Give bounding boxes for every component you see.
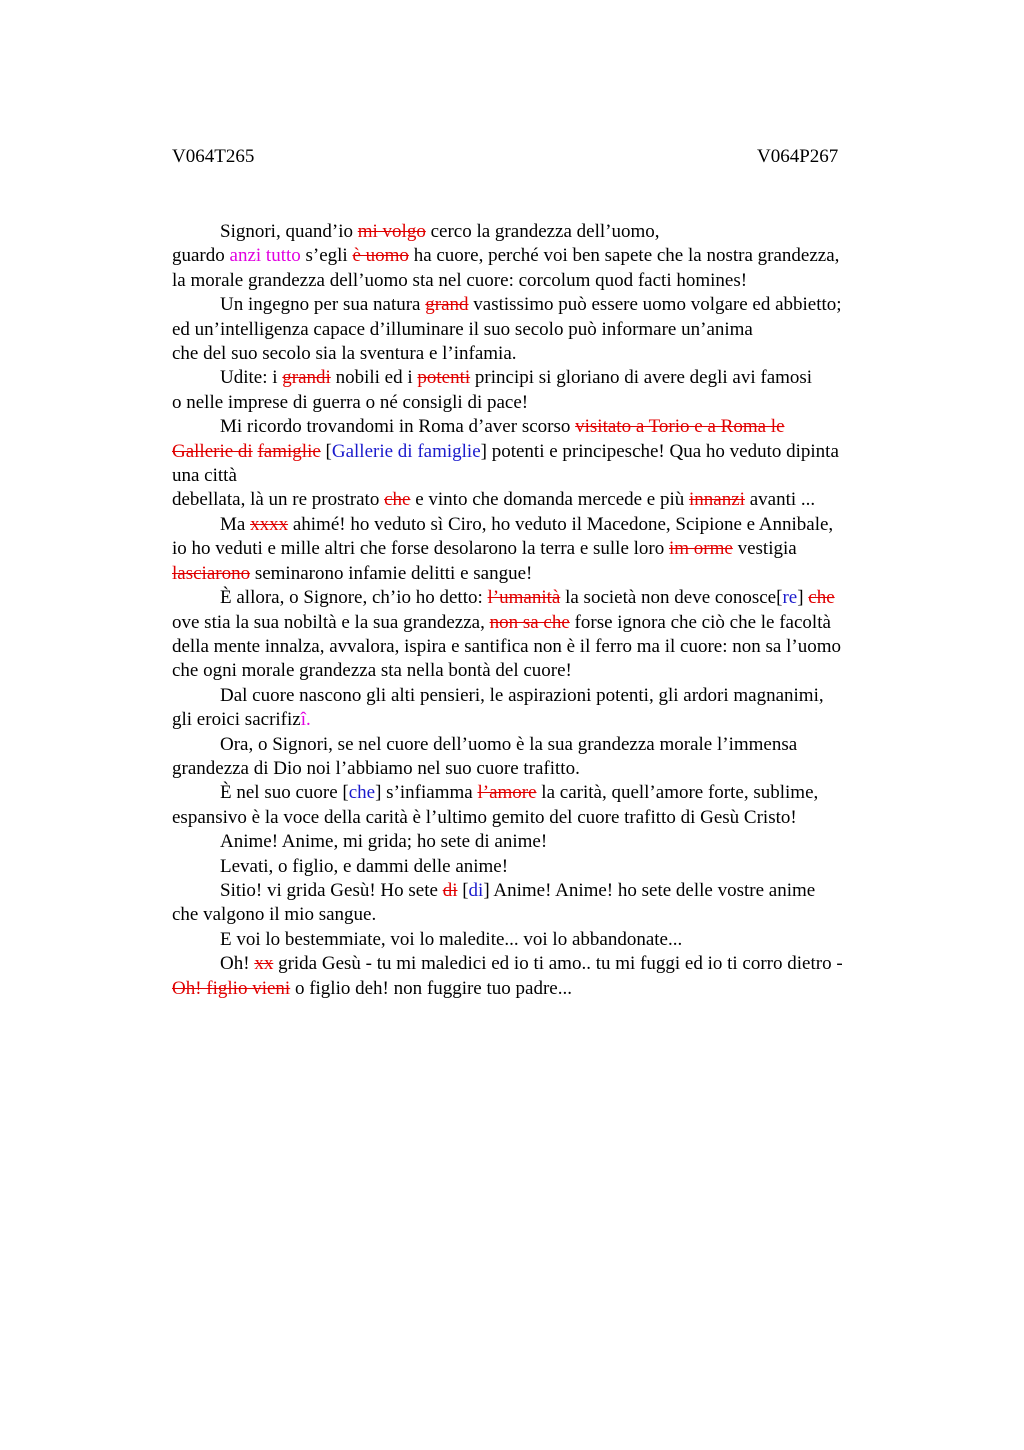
text-run: Signori, quand’io <box>220 221 358 242</box>
deleted-text: non sa che <box>489 611 570 633</box>
header-left-code: V064T265 <box>172 146 255 167</box>
text-run: Un ingegno per sua natura <box>220 294 426 316</box>
text-line <box>172 440 912 464</box>
text-line: Dal cuore nascono gli alti pensieri, le aspirazioni potenti, gli ardori magnanimi, <box>220 684 824 706</box>
text-line: Anime! Anime, mi grida; ho sete di anime! <box>220 831 548 853</box>
text-run: ] Anime! Anime! ho sete delle vostre anime <box>483 879 816 901</box>
text-line <box>172 244 912 268</box>
deleted-text: che <box>808 587 835 609</box>
text-line: la morale grandezza dell’uomo sta nel cuore: corcolum quod facti homines! <box>172 269 748 291</box>
text-run: forse ignora che ciò che le facoltà <box>569 611 831 633</box>
text-run: avanti ... <box>744 489 816 511</box>
text-run: ] <box>797 587 809 609</box>
text-line: ed un’intelligenza capace d’illuminare il suo secolo può informare un’anima <box>172 318 753 340</box>
text-run: Sitio! vi grida Gesù! Ho sete <box>220 879 443 901</box>
text-line: o nelle imprese di guerra o né consigli di pace! <box>172 391 529 413</box>
uncertain-text: î. <box>300 709 311 731</box>
text-line: che del suo secolo sia la sventura e l’infamia. <box>172 343 517 365</box>
inserted-text: che <box>348 782 376 804</box>
text-line <box>172 952 912 976</box>
deleted-text: Oh! figlio vieni <box>172 977 291 999</box>
text-run: [ <box>320 440 332 462</box>
text-run: s’egli <box>300 245 353 267</box>
text-line <box>172 586 912 610</box>
text-line <box>172 708 912 732</box>
text-run: grida Gesù - tu mi maledici ed io ti amo.. tu mi fuggi ed io ti corro dietro - <box>273 953 843 975</box>
text-run: ove stia la sua nobiltà e la sua grandezza, <box>172 611 490 633</box>
text-run: [ <box>457 879 469 901</box>
text-line: che ogni morale grandezza sta nella bontà del cuore! <box>172 660 572 682</box>
text-line <box>172 879 912 903</box>
text-line <box>172 537 912 561</box>
document-body <box>172 220 912 1001</box>
inserted-text: Gallerie di famiglie <box>331 440 481 462</box>
deleted-text: potenti <box>417 367 471 389</box>
text-run: guardo <box>172 245 230 267</box>
inserted-text: re <box>782 587 798 609</box>
text-line <box>172 220 912 244</box>
text-run: nobili ed i <box>330 367 418 389</box>
text-run: ] potenti e principesche! Qua ho veduto dipinta <box>480 440 839 462</box>
text-run: Udite: i <box>220 367 283 389</box>
text-run: gli eroici sacrifiz <box>172 709 301 731</box>
header-right-code: V064P267 <box>757 146 839 167</box>
text-line: Ora, o Signori, se nel cuore dell’uomo è la sua grandezza morale l’immensa <box>220 733 798 755</box>
text-line <box>172 488 912 512</box>
deleted-text: l’amore <box>477 782 537 804</box>
deleted-text: visitato a Torio e a Roma le <box>575 416 785 438</box>
text-run: debellata, là un re prostrato <box>172 489 385 511</box>
deleted-text: di <box>442 879 458 901</box>
text-line: E voi lo bestemmiate, voi lo maledite... voi lo abbandonate... <box>220 928 683 950</box>
text-run: e vinto che domanda mercede e più <box>410 489 690 511</box>
text-run: vastissimo può essere uomo volgare ed abbietto; <box>468 294 842 316</box>
text-line <box>172 781 912 805</box>
deleted-text: grand <box>425 294 469 316</box>
deleted-text: famiglie <box>257 440 321 462</box>
text-line: della mente innalza, avvalora, ispira e santifica non è il ferro ma il cuore: non sa l’uomo <box>172 635 841 657</box>
deleted-text: è uomo <box>352 245 409 267</box>
text-line <box>172 415 912 439</box>
text-line: grandezza di Dio noi l’abbiamo nel suo cuore trafitto. <box>172 757 580 779</box>
text-line: una città <box>172 465 237 487</box>
text-line: espansivo è la voce della carità è l’ultimo gemito del cuore trafitto di Gesù Cristo! <box>172 806 797 828</box>
text-line: che valgono il mio sangue. <box>172 904 377 926</box>
text-line <box>172 513 912 537</box>
deleted-text: grandi <box>282 367 331 389</box>
text-line: Levati, o figlio, e dammi delle anime! <box>220 855 509 877</box>
text-run: o figlio deh! non fuggire tuo padre... <box>290 977 572 999</box>
text-run: ahimé! ho veduto sì Ciro, ho veduto il Macedone, Scipione e Annibale, <box>288 513 834 535</box>
text-line <box>172 293 912 317</box>
text-run: Ma <box>220 513 251 535</box>
text-run: È nel suo cuore [ <box>220 782 349 804</box>
text-line <box>172 611 912 635</box>
text-line <box>172 562 912 586</box>
deleted-text: lasciarono <box>172 562 251 584</box>
text-run: principi si gloriano di avere degli avi famosi <box>470 367 813 389</box>
text-line <box>172 366 912 390</box>
deleted-text: im orme <box>669 538 733 560</box>
inserted-text: di <box>468 879 484 901</box>
uncertain-text: anzi tutto <box>229 245 301 267</box>
text-run: Mi ricordo trovandomi in Roma d’aver scorso <box>220 416 576 438</box>
deleted-text: innanzi <box>689 489 745 511</box>
text-run: Oh! <box>220 953 255 975</box>
text-run: vestigia <box>732 538 797 560</box>
text-run: cerco la grandezza dell’uomo, <box>425 221 660 242</box>
deleted-text: che <box>384 489 411 511</box>
deleted-text: mi volgo <box>357 221 426 242</box>
text-line <box>172 977 912 1001</box>
text-run: ha cuore, perché voi ben sapete che la nostra grandezza, <box>408 245 840 267</box>
deleted-text: l’umanità <box>487 587 561 609</box>
deleted-text: Gallerie di <box>172 440 253 462</box>
text-run: È allora, o Signore, ch’io ho detto: <box>220 587 488 609</box>
text-run: la carità, quell’amore forte, sublime, <box>536 782 819 804</box>
text-run: la società non deve conosce[ <box>560 587 783 609</box>
deleted-text: xxxx <box>250 513 289 535</box>
text-run: seminarono infamie delitti e sangue! <box>250 562 533 584</box>
text-run: ] s’infiamma <box>375 782 478 804</box>
text-run: io ho veduti e mille altri che forse desolarono la terra e sulle loro <box>172 538 669 560</box>
deleted-text: xx <box>254 953 274 975</box>
